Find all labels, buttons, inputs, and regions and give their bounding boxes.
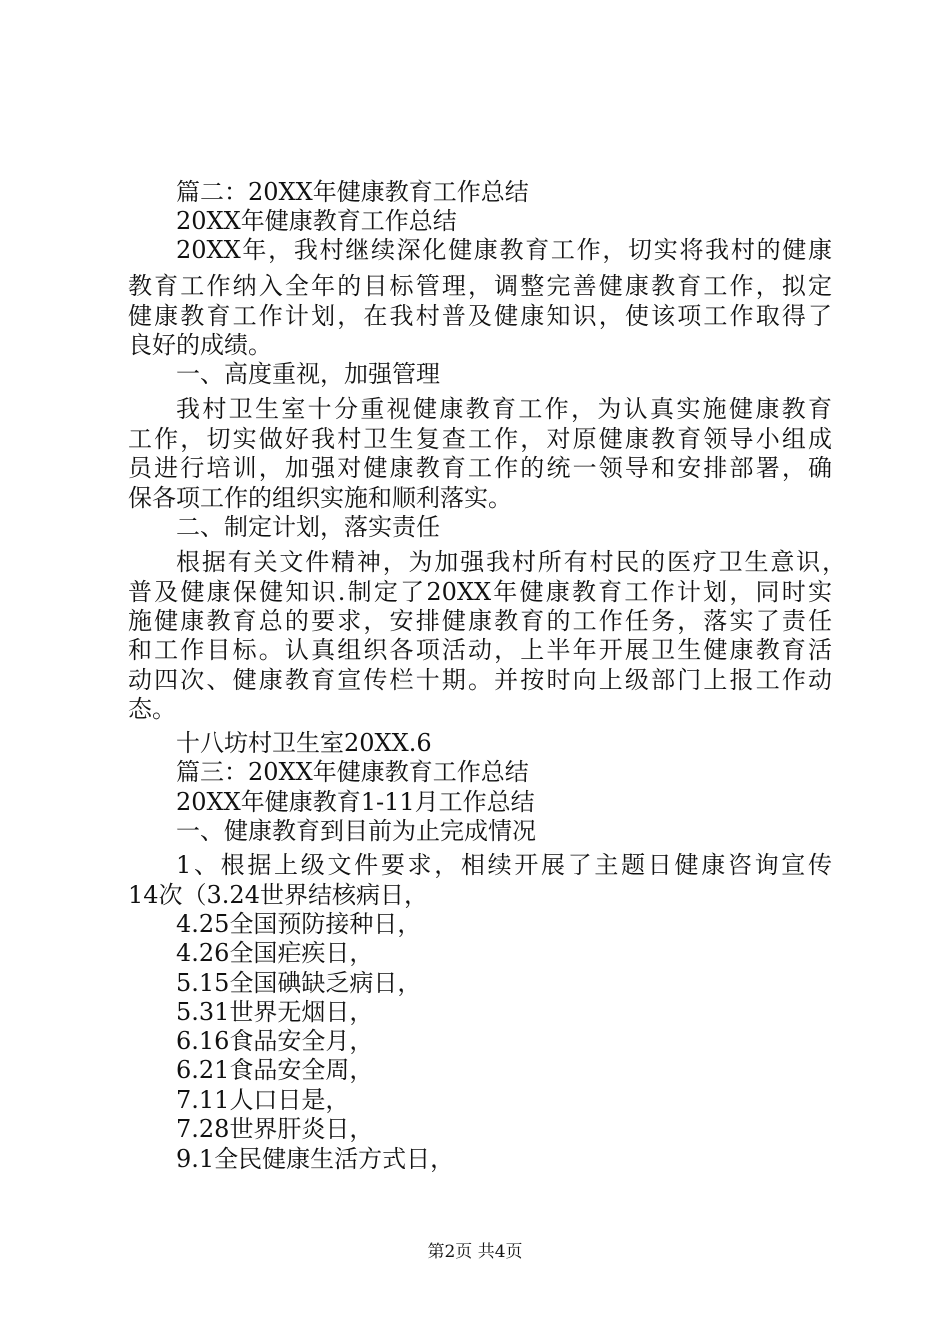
paragraph-line: 和工作目标。认真组织各项活动，上半年开展卫生健康教育活 bbox=[128, 636, 832, 664]
paragraph-line: 教育工作纳入全年的目标管理，调整完善健康教育工作，拟定 bbox=[128, 272, 832, 300]
paragraph-line: 我村卫生室十分重视健康教育工作，为认真实施健康教育 bbox=[176, 395, 832, 423]
section-heading: 篇二：20XX年健康教育工作总结 bbox=[176, 178, 529, 206]
paragraph-line: 动四次、健康教育宣传栏十期。并按时向上级部门上报工作动 bbox=[128, 666, 832, 694]
paragraph-line: 1、根据上级文件要求，相续开展了主题日健康咨询宣传 bbox=[176, 851, 832, 879]
paragraph-line: 保各项工作的组织实施和顺利落实。 bbox=[128, 484, 512, 512]
list-item: 5.15全国碘缺乏病日， bbox=[176, 969, 422, 997]
paragraph-line: 施健康教育总的要求，安排健康教育的工作任务，落实了责任 bbox=[128, 607, 832, 635]
paragraph-line: 健康教育工作计划，在我村普及健康知识，使该项工作取得了 bbox=[128, 302, 832, 330]
paragraph-line: 良好的成绩。 bbox=[128, 331, 272, 359]
document-title: 20XX年健康教育1-11月工作总结 bbox=[176, 788, 535, 816]
list-item: 6.21食品安全周， bbox=[176, 1056, 374, 1084]
list-item: 14次（3.24世界结核病日， bbox=[128, 881, 428, 909]
page-footer: 第2页 共4页 bbox=[427, 1242, 523, 1262]
paragraph-line: 普及健康保健知识.制定了20XX年健康教育工作计划，同时实 bbox=[128, 578, 832, 606]
paragraph-line: 20XX年，我村继续深化健康教育工作，切实将我村的健康 bbox=[176, 236, 832, 264]
list-item: 7.28世界肝炎日， bbox=[176, 1115, 374, 1143]
subheading: 一、健康教育到目前为止完成情况 bbox=[176, 817, 536, 845]
list-item: 5.31世界无烟日， bbox=[176, 998, 374, 1026]
list-item: 9.1全民健康生活方式日， bbox=[176, 1145, 455, 1173]
paragraph-line: 员进行培训，加强对健康教育工作的统一领导和安排部署，确 bbox=[128, 454, 832, 482]
document-title: 20XX年健康教育工作总结 bbox=[176, 207, 457, 235]
paragraph-line: 工作，切实做好我村卫生复查工作，对原健康教育领导小组成 bbox=[128, 425, 832, 453]
list-item: 4.25全国预防接种日， bbox=[176, 910, 422, 938]
paragraph-line: 态。 bbox=[128, 695, 176, 723]
list-item: 7.11人口日是， bbox=[176, 1086, 350, 1114]
section-heading: 篇三：20XX年健康教育工作总结 bbox=[176, 758, 529, 786]
signature-line: 十八坊村卫生室20XX.6 bbox=[176, 729, 432, 757]
list-item: 6.16食品安全月， bbox=[176, 1027, 374, 1055]
subheading: 一、高度重视，加强管理 bbox=[176, 360, 440, 388]
list-item: 4.26全国疟疾日， bbox=[176, 939, 374, 967]
paragraph-line: 根据有关文件精神，为加强我村所有村民的医疗卫生意识， bbox=[176, 548, 846, 576]
subheading: 二、制定计划，落实责任 bbox=[176, 513, 440, 541]
